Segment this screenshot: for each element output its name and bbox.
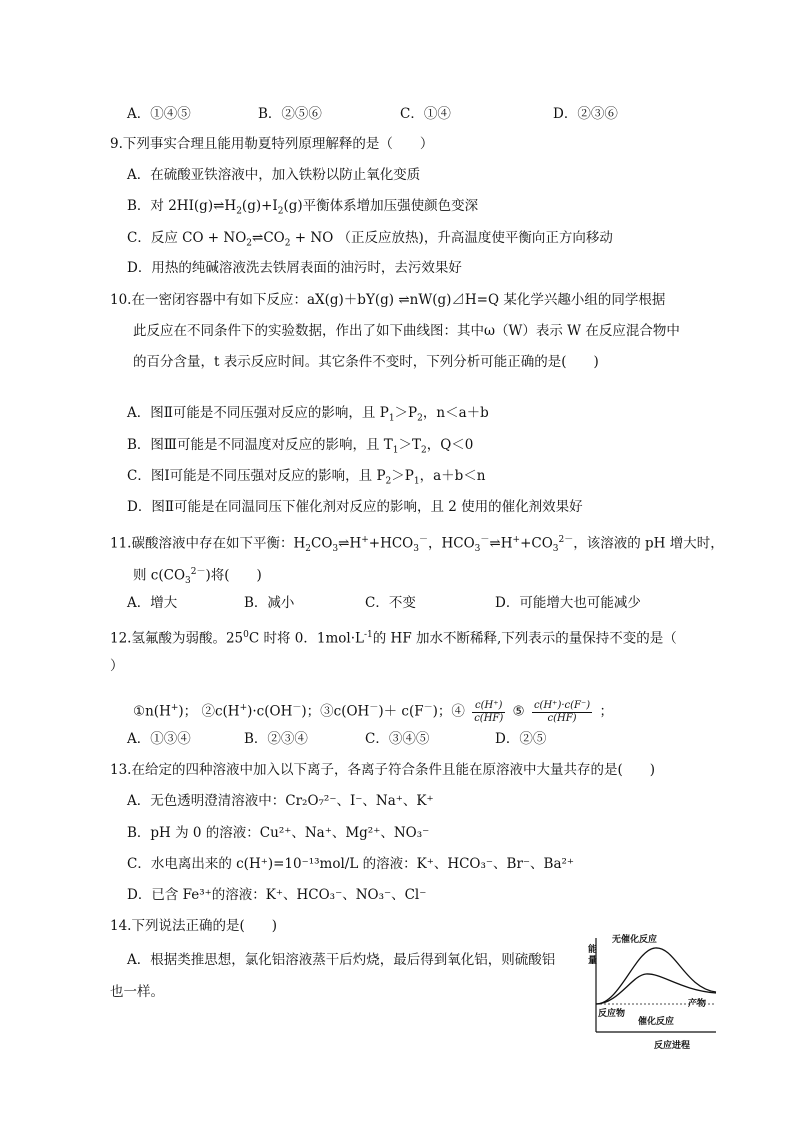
q14-option-a-line1: A．根据类推思想，氯化铝溶液蒸干后灼烧，最后得到氧化铝，则硫酸铝 <box>127 952 556 968</box>
q10-stem-line3: 的百分含量，t 表示反应时间。其它条件不变时，下列分析可能正确的是( ) <box>133 354 599 370</box>
q9-option-d: D．用热的纯碱溶液洗去铁屑表面的油污时，去污效果好 <box>127 260 462 276</box>
y-label-2: 量 <box>588 956 598 966</box>
q9-stem: 9.下列事实合理且能用勒夏特列原理解释的是（ ） <box>110 136 434 152</box>
q11-option-a: A．增大 <box>127 595 178 611</box>
q14-stem: 14.下列说法正确的是( ) <box>110 918 278 934</box>
q12-items: ①n(H+)； ②c(H+)·c(OH－)；③c(OH－)＋ c(F－)；④ $\frac{c(H^+)}{c(HF)}$ ⑤ $\frac{c(H^+)\cdot c(F^-)}{c(HF)}$ ； <box>133 699 613 724</box>
q11-stem: 11.碳酸溶液中存在如下平衡：$H_2CO_3\rightleftharpoons H^++HCO_3^-$，$HCO_3^-\rightleftharpoons H^++CO_3^{2-}$，该溶液的 pH 增大时， <box>110 535 724 555</box>
q11-option-b: B．减小 <box>244 595 295 611</box>
q13-stem: 13.在给定的四种溶液中加入以下离子，各离子符合条件且能在原溶液中大量共存的是( ) <box>110 762 656 778</box>
q12-option-b: B．②③④ <box>244 731 308 747</box>
equilibrium-arrow-icon: ⇌ <box>338 535 350 552</box>
reactant-label: 反应物 <box>598 1009 626 1019</box>
q12-option-a: A．①③④ <box>127 731 191 747</box>
q10-stem-line2: 此反应在不同条件下的实验数据，作出了如下曲线图：其中ω（W）表示 W 在反应混合物中 <box>133 323 680 339</box>
q8-option-c: C．①④ <box>400 106 451 122</box>
catalyzed-label: 催化反应 <box>638 1017 675 1027</box>
q12-stem: 12.氢氟酸为弱酸。$25^0C$ 时将 0．$1mol\cdot L^{-1}$的 HF 加水不断稀释,下列表示的量保持不变的是（ <box>110 630 677 647</box>
q13-option-d: D．已含 Fe³⁺的溶液：K⁺、HCO₃⁻、NO₃⁻、Cl⁻ <box>127 887 427 903</box>
q10-stem: 10.在一密闭容器中有如下反应：aX(g)＋bY(g) ⇌nW(g)⊿H=Q 某化学兴趣小组的同学根据 <box>110 292 666 308</box>
q11-option-d: D．可能增大也可能减少 <box>495 595 641 611</box>
uncatalyzed-label: 无催化反应 <box>612 935 658 945</box>
equilibrium-arrow-icon: ⇌ <box>252 230 264 246</box>
q9-option-a: A．在硫酸亚铁溶液中，加入铁粉以防止氧化变质 <box>127 167 421 183</box>
fraction-5: $\frac{c(H^+)\cdot c(F^-)}{c(HF)}$ <box>533 699 591 724</box>
q11-option-c: C．不变 <box>365 595 416 611</box>
equilibrium-arrow-icon: ⇌ <box>398 292 410 308</box>
q13-option-c: C．水电离出来的 c(H⁺)=10⁻¹³mol/L 的溶液：K⁺、HCO₃⁻、Br⁻、Ba²⁺ <box>127 856 575 872</box>
q12-option-d: D．②⑤ <box>495 731 547 747</box>
q11-stem-line2: 则 $c(CO_3^{2-})$将( ) <box>133 567 262 587</box>
q10-option-a: A．图Ⅱ可能是不同压强对反应的影响，且 $P_1>P_2$，n＜a＋b <box>127 405 489 424</box>
energy-diagram <box>590 930 720 1060</box>
x-label: 反应进程 <box>654 1041 691 1051</box>
q12-option-c: C．③④⑤ <box>365 731 430 747</box>
q8-option-b: B．②⑤⑥ <box>258 106 322 122</box>
y-label-1: 能 <box>588 945 598 955</box>
q8-option-a: A．①④⑤ <box>127 106 191 122</box>
q10-option-d: D．图Ⅱ可能是在同温同压下催化剂对反应的影响，且 2 使用的催化剂效果好 <box>127 499 583 515</box>
product-label: 产物 <box>688 999 707 1009</box>
q14-option-a-line2: 也一样。 <box>110 984 164 1000</box>
q10-option-b: B．图Ⅲ可能是不同温度对反应的影响，且 $T_1>T_2$，Q＜0 <box>127 437 474 456</box>
fraction-4: $\frac{c(H^+)}{c(HF)}$ <box>474 699 504 724</box>
q9-option-b: B．对 $2HI(g)\rightleftharpoons H_2(g)+I_2(g)$平衡体系增加压强使颜色变深 <box>127 198 479 217</box>
q9-option-c: C．反应 CO + $NO_2\rightleftharpoons CO_2$ + NO （正反应放热)，升高温度使平衡向正方向移动 <box>127 230 613 249</box>
equilibrium-arrow-icon: ⇌ <box>213 198 225 214</box>
q13-option-b: B．pH 为 0 的溶液：Cu²⁺、Na⁺、Mg²⁺、NO₃⁻ <box>127 825 430 841</box>
q8-option-d: D．②③⑥ <box>553 106 618 122</box>
equilibrium-arrow-icon: ⇌ <box>489 535 501 552</box>
q13-option-a: A．无色透明澄清溶液中：Cr₂O₇²⁻、I⁻、Na⁺、K⁺ <box>127 793 434 809</box>
q12-stem-line2: ） <box>110 658 124 674</box>
q10-option-c: C．图Ⅰ可能是不同压强对反应的影响，且 $P_2>P_1$，a＋b＜n <box>127 468 486 487</box>
